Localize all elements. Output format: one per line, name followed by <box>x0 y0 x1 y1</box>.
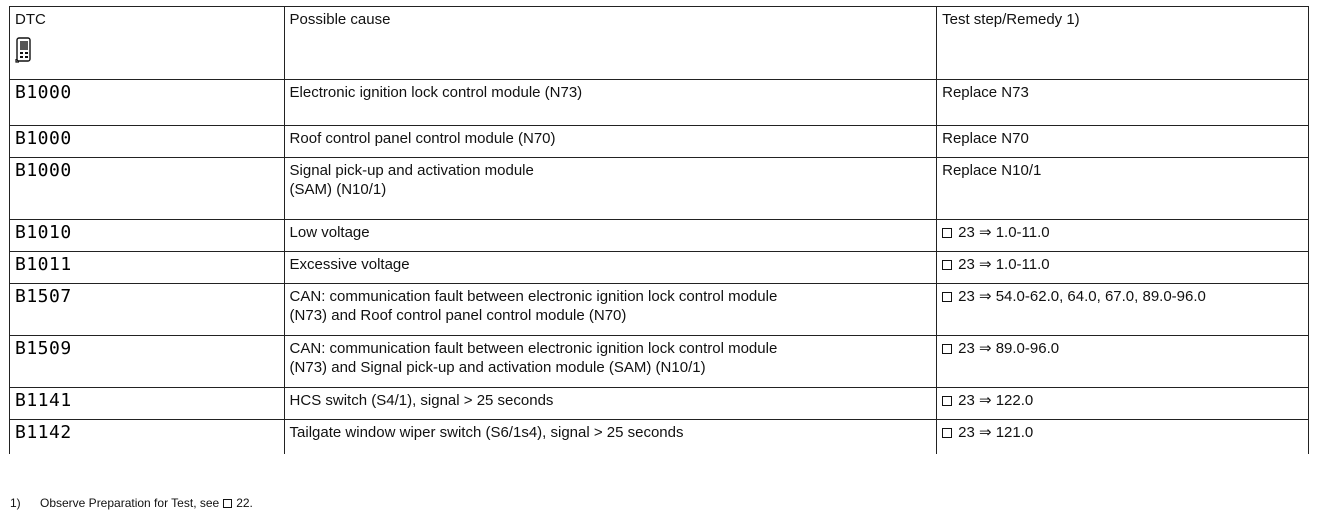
table-row <box>10 336 1309 388</box>
remedy-reference: 23 <box>958 392 975 409</box>
remedy-text: ⇒ 1.0-11.0 <box>978 224 1050 241</box>
dtc-code-cell <box>10 284 285 336</box>
table-row <box>10 126 1309 158</box>
possible-cause-text: Roof control panel control module (N70) <box>289 130 556 147</box>
header-cause-label: Possible cause <box>289 11 391 28</box>
table-row <box>10 220 1309 252</box>
possible-cause-text: HCS switch (S4/1), signal > 25 seconds <box>289 392 554 409</box>
remedy-cell <box>937 220 1309 252</box>
remedy-cell <box>937 126 1309 158</box>
manual-reference-icon <box>942 228 952 238</box>
possible-cause-text: Low voltage <box>289 224 370 241</box>
manual-reference-icon <box>223 499 232 508</box>
dtc-code: B1000 <box>15 128 72 149</box>
manual-reference-icon <box>942 396 952 406</box>
dtc-code: B1141 <box>15 390 72 411</box>
dtc-code-cell <box>10 220 285 252</box>
footnote-text: Observe Preparation for Test, see <box>40 496 220 510</box>
possible-cause-cell <box>284 252 937 284</box>
header-cause-cell <box>284 7 937 80</box>
remedy-text: ⇒ 1.0-11.0 <box>978 256 1050 273</box>
footnote <box>10 496 253 510</box>
manual-reference-icon <box>942 428 952 438</box>
remedy-reference: 23 <box>958 424 975 441</box>
possible-cause-text: Signal pick-up and activation module (SAM) (N10/1) <box>289 162 534 198</box>
possible-cause-cell <box>284 220 937 252</box>
header-remedy-cell <box>937 7 1309 80</box>
footnote-reference: 22. <box>236 496 253 510</box>
table-row <box>10 252 1309 284</box>
possible-cause-cell <box>284 284 937 336</box>
dtc-code-cell <box>10 126 285 158</box>
manual-reference-icon <box>942 260 952 270</box>
possible-cause-cell <box>284 80 937 126</box>
remedy-text: ⇒ 122.0 <box>978 392 1034 409</box>
dtc-code: B1509 <box>15 338 72 359</box>
remedy-text: ⇒ 121.0 <box>978 424 1034 441</box>
possible-cause-text: CAN: communication fault between electronic ignition lock control module (N73) and Signal pick-up and activation module (SAM) (N10/1) <box>289 340 778 376</box>
manual-reference-icon <box>942 292 952 302</box>
remedy-text: ⇒ 89.0-96.0 <box>978 340 1060 357</box>
table-row <box>10 420 1309 454</box>
remedy-text: Replace N73 <box>942 84 1029 101</box>
remedy-reference: 23 <box>958 224 975 241</box>
remedy-cell <box>937 284 1309 336</box>
table-row <box>10 158 1309 220</box>
remedy-reference: 23 <box>958 288 975 305</box>
table-row <box>10 80 1309 126</box>
header-remedy-label: Test step/Remedy 1) <box>942 11 1080 28</box>
table-header-row <box>10 7 1309 80</box>
dtc-code-cell <box>10 252 285 284</box>
remedy-cell <box>937 420 1309 454</box>
dtc-code-cell <box>10 420 285 454</box>
possible-cause-cell <box>284 126 937 158</box>
table-row <box>10 284 1309 336</box>
remedy-cell <box>937 158 1309 220</box>
manual-reference-icon <box>942 344 952 354</box>
dtc-code-cell <box>10 388 285 420</box>
dtc-code: B1507 <box>15 286 72 307</box>
diagnostic-tester-icon <box>15 37 33 63</box>
possible-cause-text: CAN: communication fault between electronic ignition lock control module (N73) and Roof control panel control module (N70) <box>289 288 778 324</box>
remedy-cell <box>937 336 1309 388</box>
dtc-table <box>9 6 1309 454</box>
possible-cause-text: Excessive voltage <box>289 256 410 273</box>
possible-cause-text: Electronic ignition lock control module (N73) <box>289 84 583 101</box>
remedy-text: Replace N70 <box>942 130 1029 147</box>
dtc-code-cell <box>10 336 285 388</box>
dtc-code: B1010 <box>15 222 72 243</box>
header-dtc-cell <box>10 7 285 80</box>
possible-cause-text: Tailgate window wiper switch (S6/1s4), signal > 25 seconds <box>289 424 684 441</box>
dtc-code: B1000 <box>15 160 72 181</box>
remedy-cell <box>937 388 1309 420</box>
possible-cause-cell <box>284 420 937 454</box>
remedy-reference: 23 <box>958 340 975 357</box>
remedy-text: ⇒ 54.0-62.0, 64.0, 67.0, 89.0-96.0 <box>978 288 1206 305</box>
possible-cause-cell <box>284 388 937 420</box>
header-dtc-label: DTC <box>15 11 46 28</box>
dtc-code: B1000 <box>15 82 72 103</box>
remedy-text: Replace N10/1 <box>942 162 1042 179</box>
table-row <box>10 388 1309 420</box>
possible-cause-cell <box>284 158 937 220</box>
dtc-code: B1011 <box>15 254 72 275</box>
possible-cause-cell <box>284 336 937 388</box>
footnote-number: 1) <box>10 496 21 510</box>
dtc-code: B1142 <box>15 422 72 443</box>
dtc-table-body <box>10 80 1309 454</box>
dtc-code-cell <box>10 158 285 220</box>
remedy-cell <box>937 252 1309 284</box>
remedy-cell <box>937 80 1309 126</box>
dtc-code-cell <box>10 80 285 126</box>
remedy-reference: 23 <box>958 256 975 273</box>
